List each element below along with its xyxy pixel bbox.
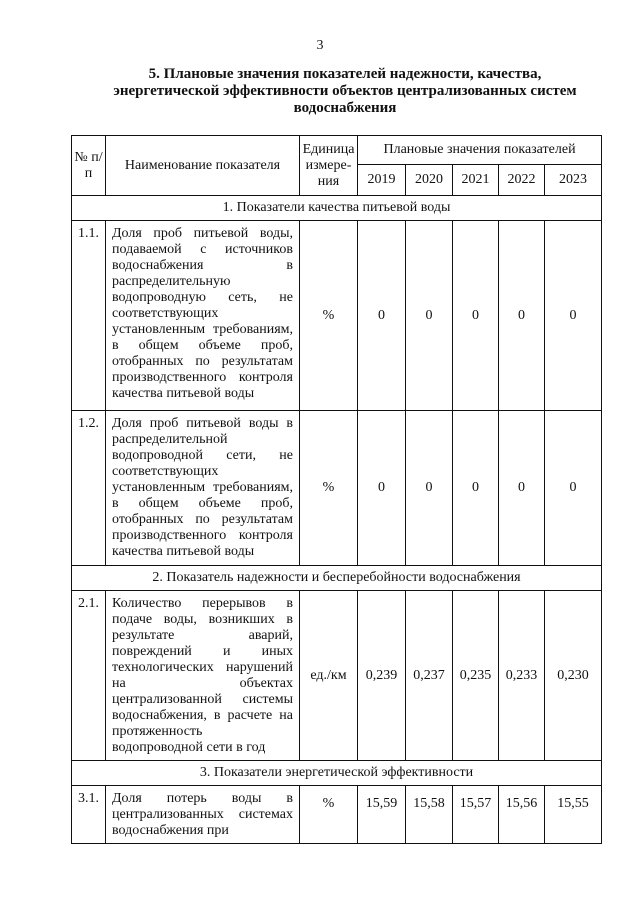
row-number: 2.1.: [72, 591, 106, 761]
row-name: Доля потерь воды в централизованных системах водоснабжения при: [106, 786, 300, 844]
row-value: 15,58: [406, 786, 453, 844]
section-title: 3. Показатели энергетической эффективности: [72, 761, 602, 786]
row-value: 0: [358, 411, 406, 566]
row-value: 0: [406, 221, 453, 411]
table-row: [72, 411, 602, 566]
header-year: 2021: [453, 165, 499, 196]
row-value: 0: [406, 411, 453, 566]
row-unit: ед./км: [300, 591, 358, 761]
row-value: 15,55: [545, 786, 602, 844]
indicators-table: [71, 135, 602, 844]
row-value: 0,237: [406, 591, 453, 761]
section-title: 1. Показатели качества питьевой воды: [72, 196, 602, 221]
row-value: 0: [453, 221, 499, 411]
row-value: 15,59: [358, 786, 406, 844]
header-unit: Единица измере-ния: [300, 136, 358, 196]
section-title: 2. Показатель надежности и бесперебойности водоснабжения: [72, 566, 602, 591]
header-year: 2020: [406, 165, 453, 196]
row-value: 0,239: [358, 591, 406, 761]
row-number: 1.1.: [72, 221, 106, 411]
row-value: 15,56: [499, 786, 545, 844]
header-year: 2022: [499, 165, 545, 196]
row-value: 0,230: [545, 591, 602, 761]
header-num: № п/п: [72, 136, 106, 196]
row-value: 0: [545, 411, 602, 566]
row-name: Количество перерывов в подаче воды, возникших в результате аварий, повреждений и иных технологических нарушений на объектах централизованной системы водоснабжения, в расчете на протяженность водопроводной сети в год: [106, 591, 300, 761]
row-value: 0,233: [499, 591, 545, 761]
row-value: 0: [545, 221, 602, 411]
page-number: 3: [316, 38, 324, 53]
row-number: 1.2.: [72, 411, 106, 566]
row-unit: %: [300, 411, 358, 566]
header-name: Наименование показателя: [106, 136, 300, 196]
row-value: 0,235: [453, 591, 499, 761]
header-year: 2023: [545, 165, 602, 196]
row-value: 0: [453, 411, 499, 566]
row-name: Доля проб питьевой воды, подаваемой с источников водоснабжения в распределительную водопроводную сеть, не соответствующих установленным требованиям, в общем объеме проб, отобранных по результатам производственного контроля качества питьевой воды: [106, 221, 300, 411]
table-row: [72, 591, 602, 761]
row-name: Доля проб питьевой воды в распределительной водопроводной сети, не соответствующих установленным требованиям, в общем объеме проб, отобранных по результатам производственного контроля качества питьевой воды: [106, 411, 300, 566]
row-value: 0: [499, 221, 545, 411]
row-unit: %: [300, 221, 358, 411]
row-unit: %: [300, 786, 358, 844]
header-year: 2019: [358, 165, 406, 196]
row-number: 3.1.: [72, 786, 106, 844]
row-value: 15,57: [453, 786, 499, 844]
row-value: 0: [499, 411, 545, 566]
table-row: [72, 221, 602, 411]
row-value: 0: [358, 221, 406, 411]
header-planned: Плановые значения показателей: [358, 136, 602, 165]
page-title: 5. Плановые значения показателей надежности, качества, энергетической эффективности объектов централизованных систем водоснабжения: [113, 66, 577, 116]
table-row: [72, 786, 602, 844]
